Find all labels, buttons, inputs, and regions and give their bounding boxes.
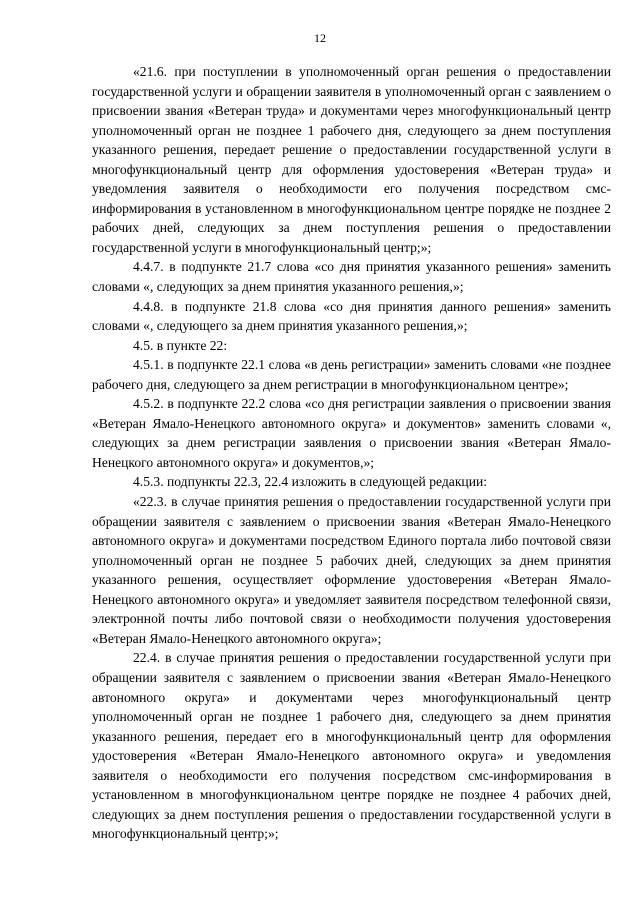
page-number: 12 xyxy=(314,31,326,45)
paragraph-22-4: 22.4. в случае принятия решения о предоставлении государственной услуги при обращении заявителя с заявлением о присвоении звания «Ветеран Ямало-Ненецкого автономного округа» и документами через многофункциональный центр уполномоченный орган не позднее 1 рабочего дня, следующего за днем принятия указанного решения, передает его в многофункциональный центр для оформления удостоверения «Ветеран Ямало-Ненецкого автономного округа» и уведомления заявителя о необходимости его получения посредством смс-информирования в установленном в многофункциональном центре порядке не позднее 4 рабочих дней, следующих за днем поступления решения о предоставлении государственной услуги в многофункциональный центр;»; xyxy=(92,650,611,842)
paragraph-4-4-8: 4.4.8. в подпункте 21.8 слова «со дня принятия данного решения» заменить словами «, следующего за днем принятия указанного решения,»; xyxy=(92,298,611,334)
paragraph-21-6: «21.6. при поступлении в уполномоченный орган решения о предоставлении государственной услуги и обращении заявителя в уполномоченный орган с заявлением о присвоении звания «Ветеран труда» и документами через многофункциональный центр уполномоченный орган не позднее 1 рабочего дня, следующего за днем поступления указанного решения, передает решение о предоставлении государственной услуги в многофункциональный центр для оформления удостоверения «Ветеран труда» и уведомления заявителя о необходимости его получения посредством смс-информирования в установленном в многофункциональном центре порядке не позднее 2 рабочих дней, следующих за днем поступления решения о предоставлении государственной услуги в многофункциональный центр;»; xyxy=(92,64,611,255)
document-body xyxy=(92,62,611,844)
paragraph-4-5: 4.5. в пункте 22: xyxy=(133,337,228,353)
paragraph-4-5-1: 4.5.1. в подпункте 22.1 слова «в день регистрации» заменить словами «не позднее рабочего дня, следующего за днем регистрации в многофункциональном центре»; xyxy=(92,357,611,392)
paragraph-22-3: «22.3. в случае принятия решения о предоставлении государственной услуги при обращении заявителя с заявлением о присвоении звания «Ветеран Ямало-Ненецкого автономного округа» и документами посредством Единого портала либо почтовой связи уполномоченный орган не позднее 5 рабочих дней, следующих за днем принятия указанного решения, осуществляет оформление удостоверения «Ветеран Ямало-Ненецкого автономного округа» и уведомляет заявителя посредством телефонной связи, электронной почты либо почтовой связи о необходимости получения удостоверения «Ветеран Ямало-Ненецкого автономного округа»; xyxy=(92,494,611,646)
paragraph-4-5-2: 4.5.2. в подпункте 22.2 слова «со дня регистрации заявления о присвоении звания «Ветеран Ямало-Ненецкого автономного округа» и документов» заменить словами «, следующих за днем регистрации заявления о присвоении звания «Ветеран Ямало-Ненецкого автономного округа» и документов,»; xyxy=(92,396,611,470)
paragraph-4-4-7: 4.4.7. в подпункте 21.7 слова «со дня принятия указанного решения» заменить словами «, следующих за днем принятия указанного решения,»; xyxy=(92,259,611,295)
paragraph-4-5-3: 4.5.3. подпункты 22.3, 22.4 изложить в следующей редакции: xyxy=(133,474,488,490)
